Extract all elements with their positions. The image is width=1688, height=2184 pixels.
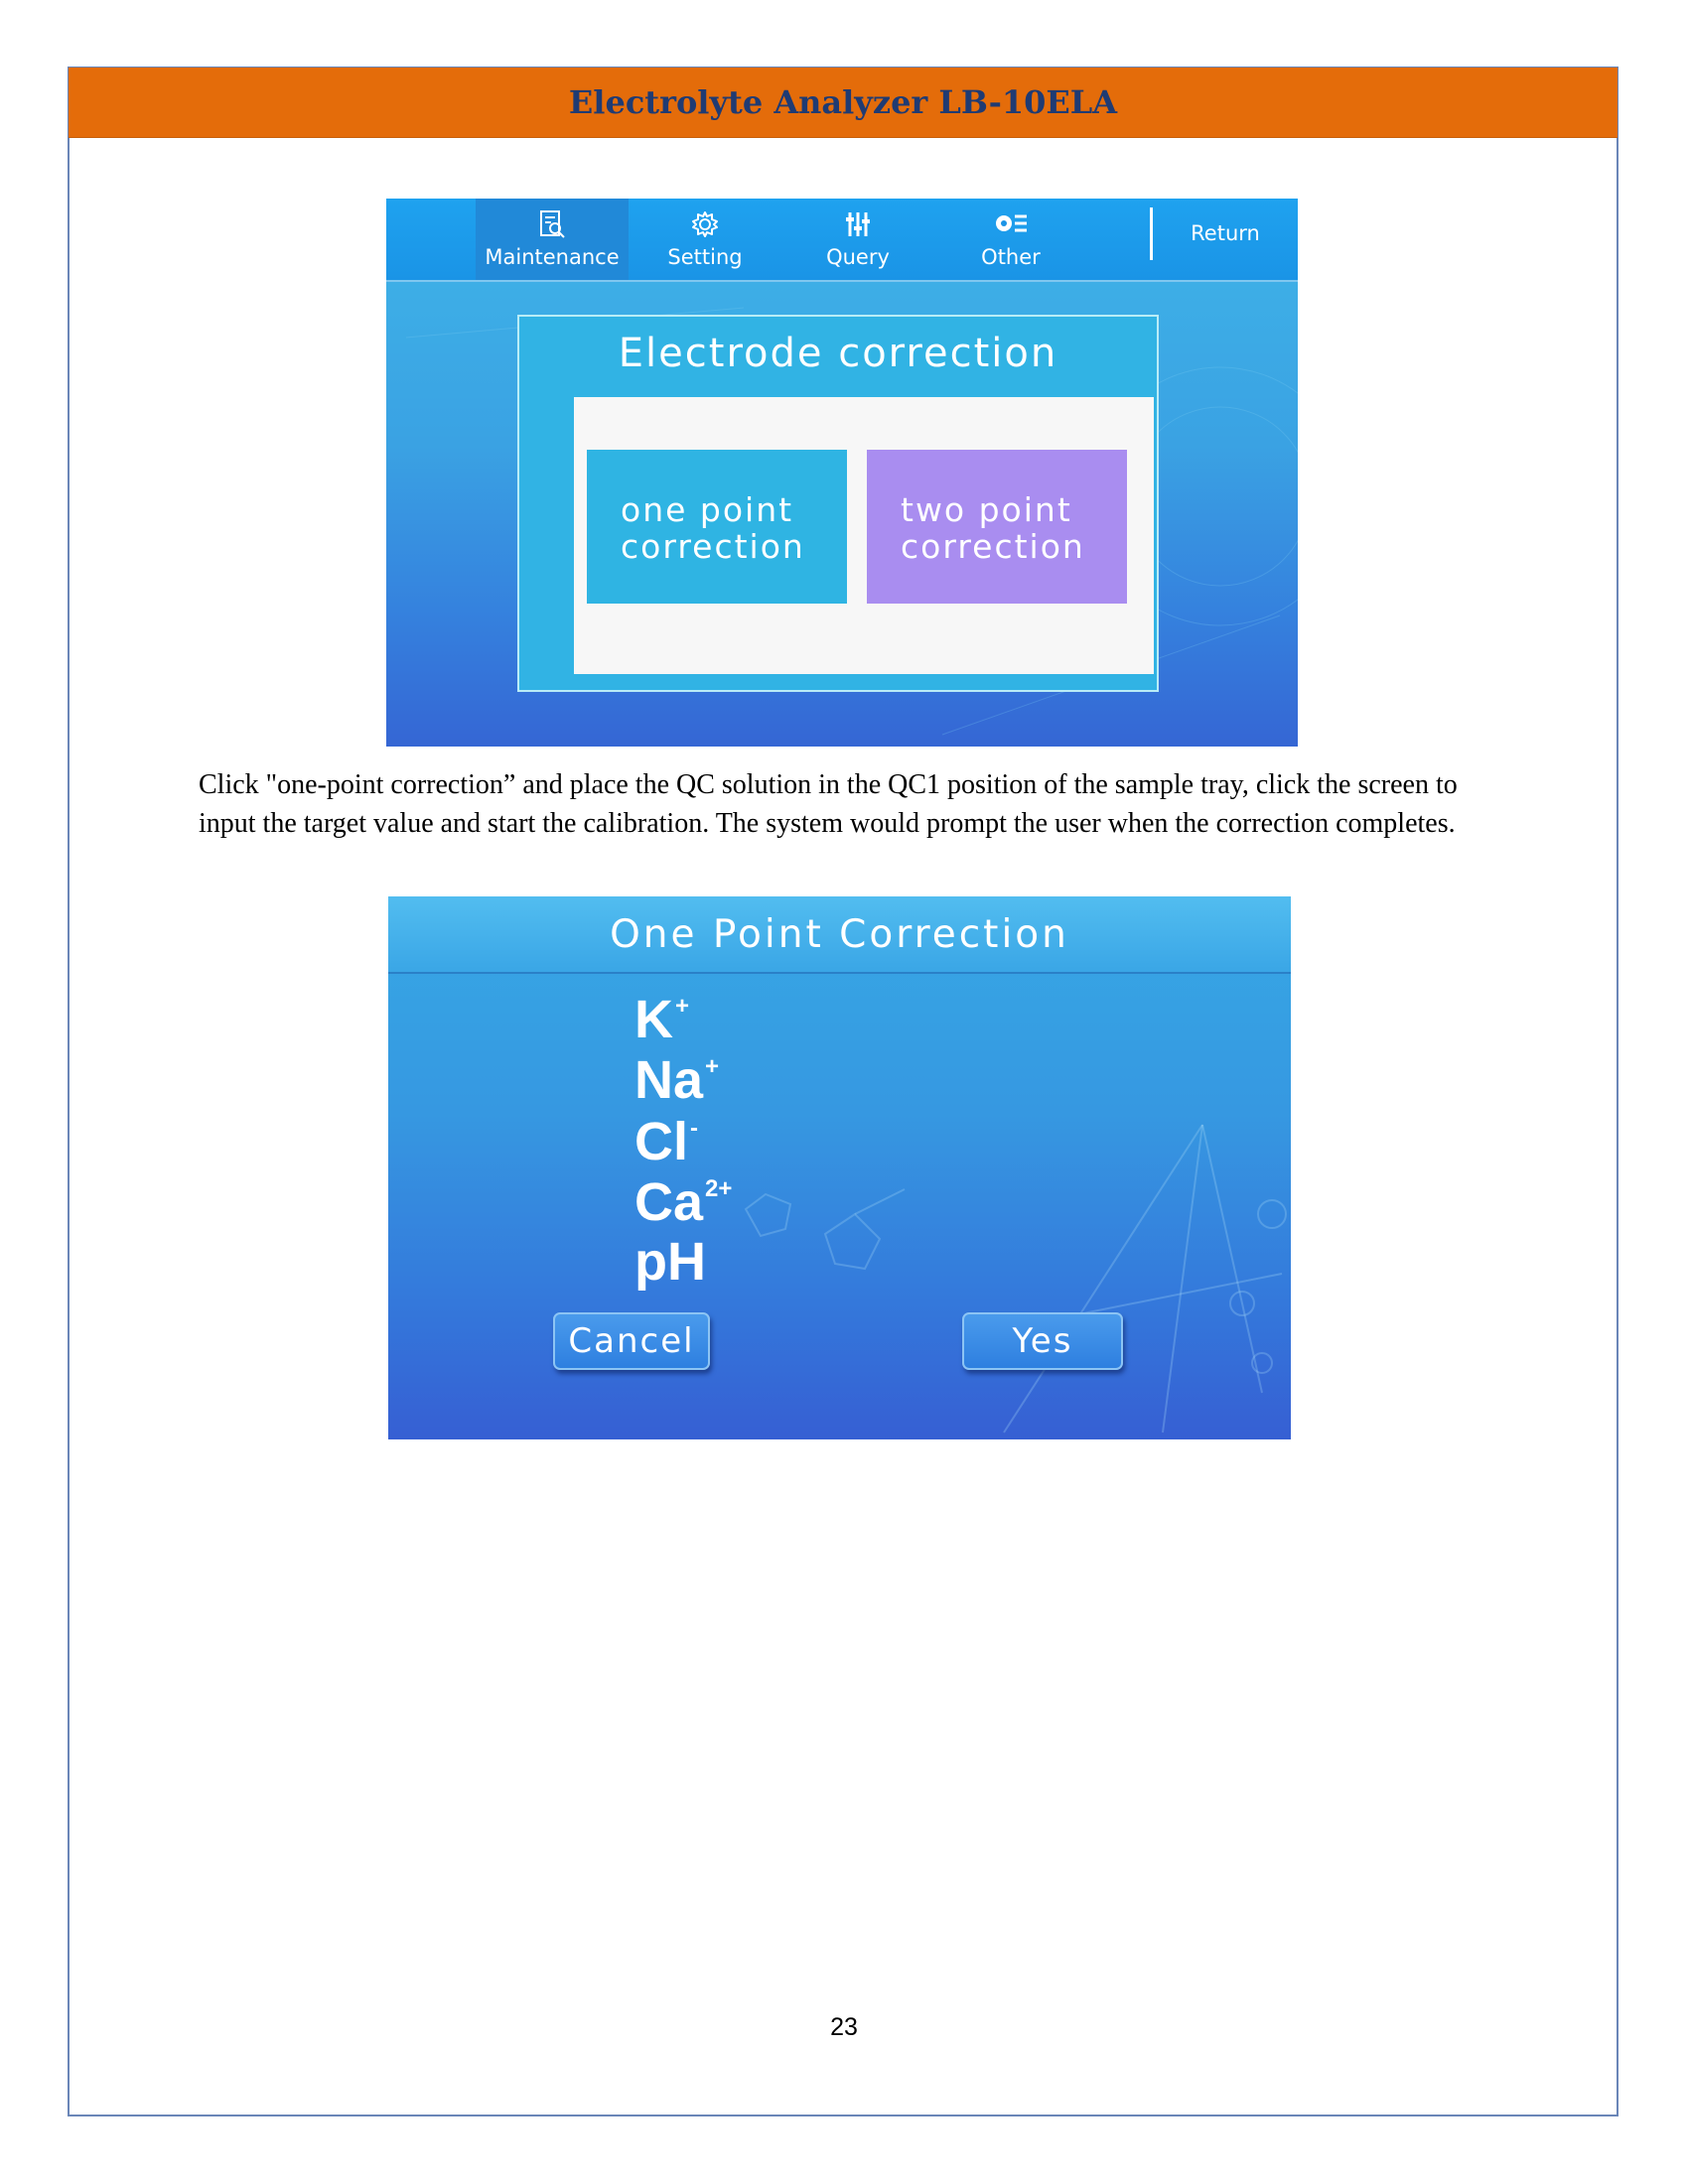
option-label-line2: correction [901, 527, 1085, 566]
ion-symbol: Ca [634, 1172, 704, 1232]
panel-title: Electrode correction [618, 331, 1058, 376]
ion-charge: + [705, 1053, 720, 1080]
option-label-line1: one point [621, 490, 794, 529]
electrode-correction-screen [386, 199, 1298, 747]
electrode-correction-panel [517, 315, 1159, 692]
one-point-correction-button[interactable] [587, 450, 847, 604]
option-label-line1: two point [901, 490, 1072, 529]
sliders-icon [843, 209, 873, 239]
cancel-button[interactable]: Cancel [553, 1312, 710, 1370]
tab-maintenance[interactable] [476, 199, 629, 280]
ion-charge: + [675, 993, 690, 1020]
tab-label: Maintenance [485, 245, 620, 269]
tab-label: Query [826, 245, 890, 269]
gear-icon [690, 209, 720, 239]
top-navigation-bar [386, 199, 1298, 282]
ion-symbol: Cl [634, 1112, 688, 1171]
background-decoration [388, 896, 1291, 1439]
return-button[interactable]: Return [1191, 221, 1260, 245]
ion-charge: - [690, 1115, 698, 1142]
ion-symbol: K [634, 990, 673, 1049]
ion-charge: 2+ [705, 1175, 733, 1202]
nav-divider [1150, 207, 1153, 260]
tab-other[interactable] [934, 199, 1087, 280]
yes-button[interactable]: Yes [962, 1312, 1123, 1370]
one-point-correction-screen [388, 896, 1291, 1439]
two-point-correction-button[interactable] [867, 450, 1127, 604]
gear-list-icon [993, 209, 1029, 239]
page-number: 23 [830, 2013, 858, 2041]
tab-query[interactable] [781, 199, 934, 280]
options-container [574, 397, 1154, 674]
tab-label: Setting [667, 245, 743, 269]
ion-label-ph [634, 1232, 708, 1302]
document-header [69, 68, 1618, 138]
instruction-paragraph: Click "one-point correction” and place the QC solution in the QC1 position of the sample tray, click the screen to input the target value and start the calibration. The system would prompt the user when the correction completes. [199, 769, 1458, 839]
option-label-line2: correction [621, 527, 805, 566]
maintenance-report-icon [538, 209, 566, 239]
ion-symbol: Na [634, 1050, 704, 1110]
ion-label-na [634, 1050, 719, 1121]
ion-symbol: pH [634, 1232, 706, 1292]
document-title: Electrolyte Analyzer LB-10ELA [568, 83, 1118, 121]
screen-title: One Point Correction [388, 896, 1291, 974]
tab-setting[interactable] [629, 199, 781, 280]
tab-label: Other [981, 245, 1041, 269]
